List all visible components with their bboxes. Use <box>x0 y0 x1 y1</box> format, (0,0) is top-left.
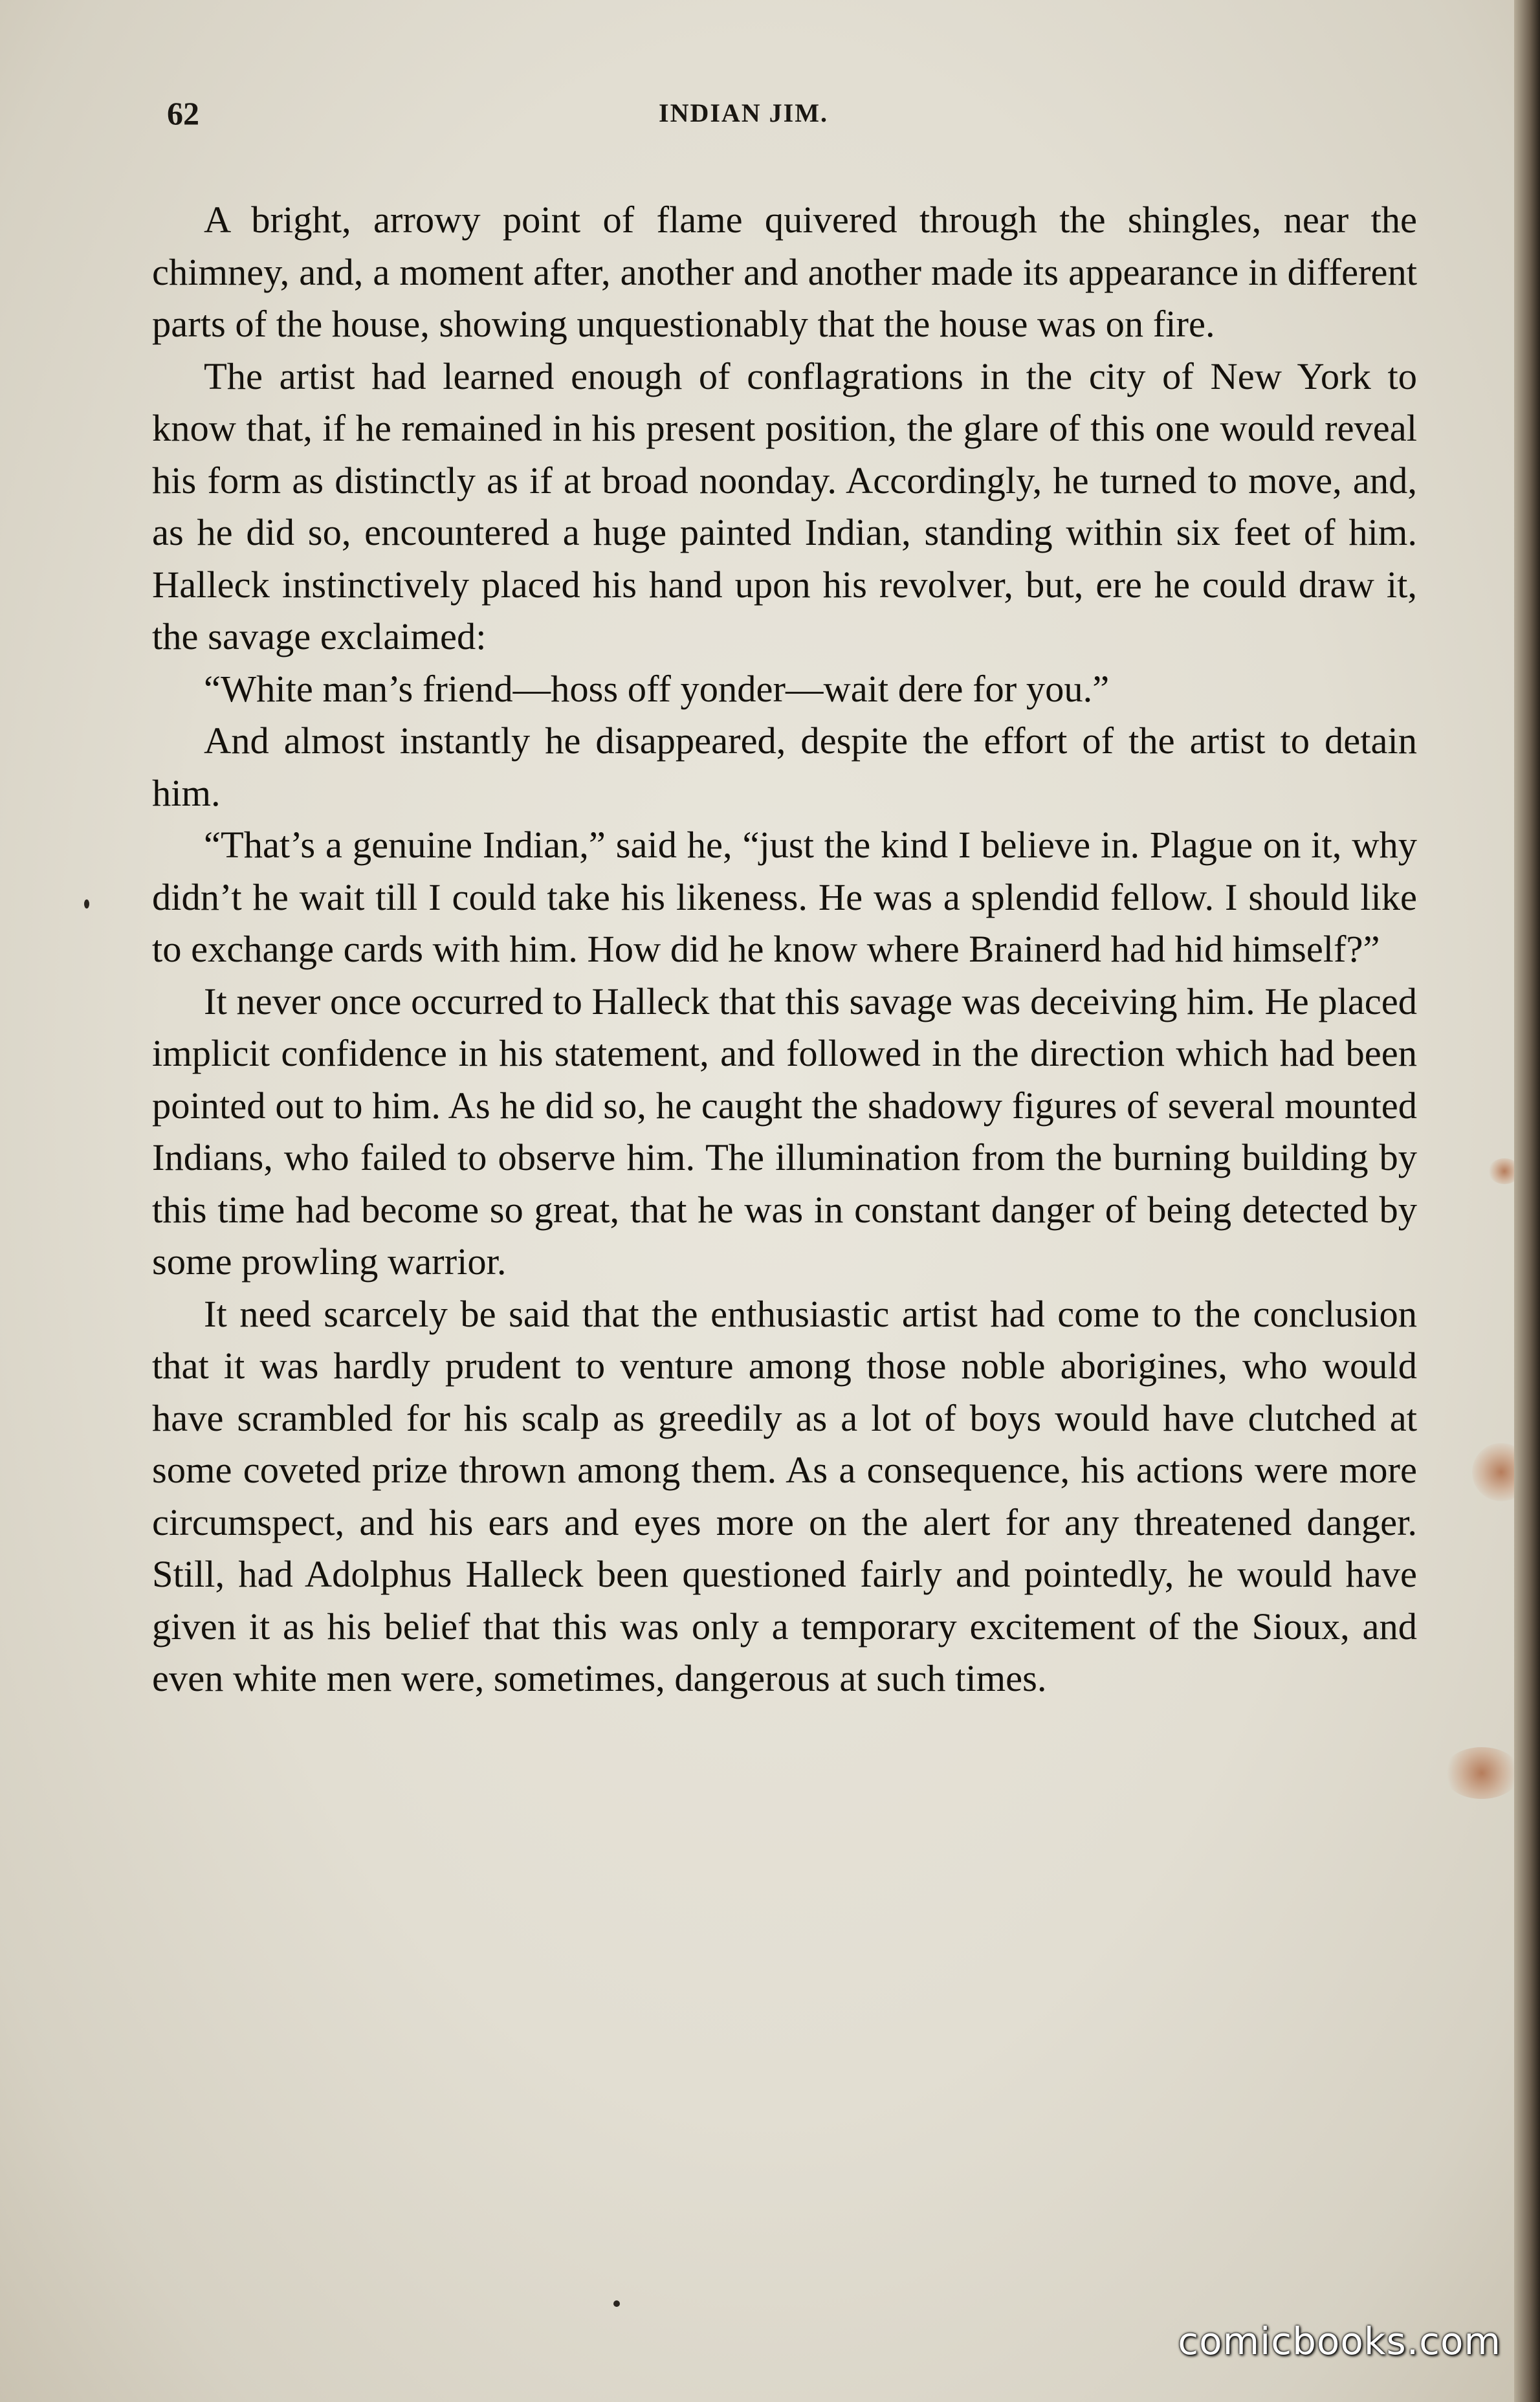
ink-speck <box>84 899 89 909</box>
page-number: 62 <box>167 95 199 131</box>
paragraph: And almost instantly he disappeared, despite the effort of the artist to detain him. <box>152 720 1417 814</box>
paragraph: It never once occurred to Halleck that this savage was deceiving him. He placed implicit confidence in his statement, and followed in the direction which had been pointed out to him. As he did so, he caught the shadowy figures of several mounted Indians, who failed to observe him. The illumination from the burning building by this time had become so great, that he was in constant danger of being detected by some prowling warrior. <box>152 980 1417 1283</box>
watermark: comicbooks.com <box>1178 2319 1501 2363</box>
page-header <box>167 91 1416 136</box>
paragraph: “That’s a genuine Indian,” said he, “just the kind I believe in. Plague on it, why didn’t he wait till I could take his likeness. He was a splendid fellow. I should like to exchange cards with him. How did he know where Brainerd had hid himself?” <box>152 824 1417 970</box>
foxing-stain <box>1443 1747 1521 1799</box>
page-edge <box>1514 0 1540 2402</box>
ink-speck <box>613 2300 620 2307</box>
paragraph: A bright, arrowy point of flame quivered through the shingles, near the chimney, and, a moment after, another and another made its appearance in different parts of the house, showing unquestionably that the house was on fire. <box>152 199 1417 345</box>
paragraph: The artist had learned enough of conflagrations in the city of New York to know that, if he remained in his present position, the glare of this one would reveal his form as distinctly as if at broad noonday. Accordingly, he turned to move, and, as he did so, encountered a huge painted Indian, standing within six feet of him. Halleck instinctively placed his hand upon his revolver, but, ere he could draw it, the savage exclaimed: <box>152 355 1417 657</box>
running-head: INDIAN JIM. <box>659 98 828 127</box>
paragraph: It need scarcely be said that the enthusiastic artist had come to the conclusion that it was hardly prudent to venture among those noble aborigines, who would have scrambled for his scalp as greedily as a lot of boys would have clutched at some coveted prize thrown among them. As a consequence, his actions were more circumspect, and his ears and eyes more on the alert for any threatened danger. Still, had Adolphus Halleck been questioned fairly and pointedly, he would have given it as his belief that this was only a temporary excitement of the Sioux, and even white men were, sometimes, dangerous at such times. <box>152 1292 1417 1699</box>
paragraph: “White man’s friend—hoss off yonder—wait dere for you.” <box>204 667 1110 710</box>
body-text <box>152 194 1417 1705</box>
